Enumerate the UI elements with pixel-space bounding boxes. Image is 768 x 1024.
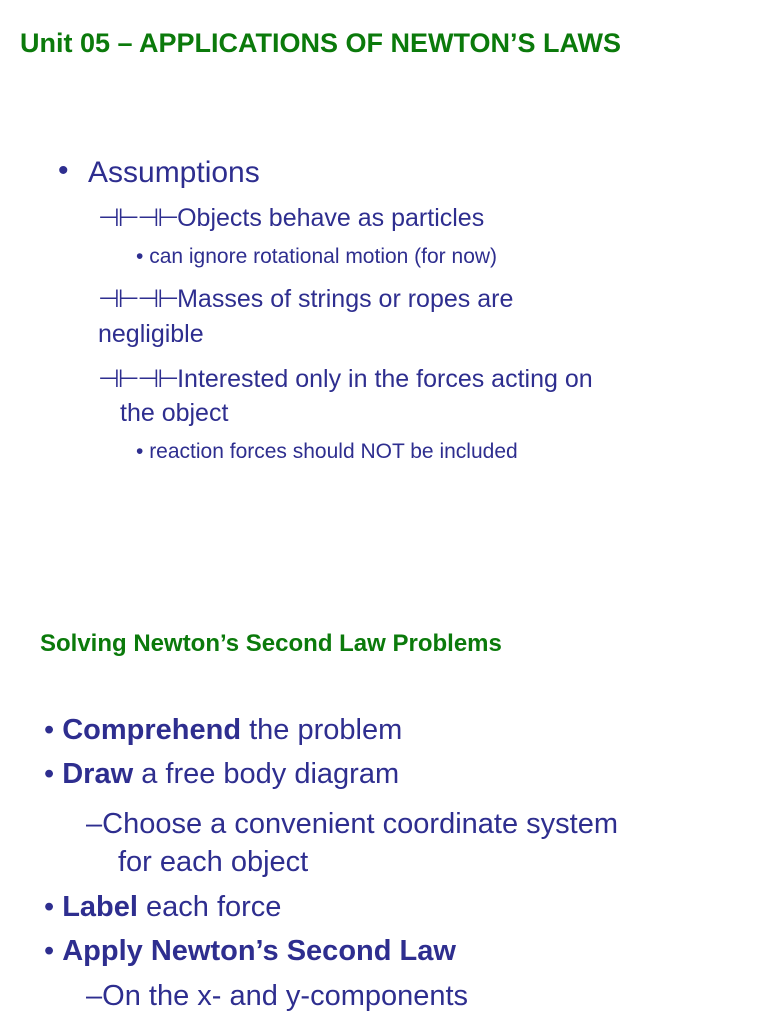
dash-marker: –	[86, 980, 103, 1012]
bullet-glyph-icon: ⊣⊢⊣⊢	[98, 204, 178, 232]
bullet-dot: •	[44, 891, 63, 923]
bullet-glyph-icon: ⊣⊢⊣⊢	[98, 365, 178, 393]
step-bold: Apply Newton’s Second Law	[62, 935, 456, 967]
slide1-title: Unit 05 – APPLICATIONS OF NEWTON’S LAWS	[20, 28, 622, 58]
bullet-dot: •	[44, 758, 63, 790]
assumption-item-forces-cont: the object	[120, 399, 229, 427]
assumption-item-particles	[98, 203, 484, 233]
step-comprehend	[44, 714, 402, 747]
step-bold: Draw	[62, 758, 134, 790]
assumptions-heading: Assumptions	[88, 156, 260, 189]
bullet-dot: •	[136, 245, 150, 268]
slide2-title: Solving Newton’s Second Law Problems	[40, 630, 502, 657]
sub-item-text: reaction forces should NOT be included	[149, 440, 518, 463]
step-draw	[44, 758, 399, 791]
step-bold: Comprehend	[62, 714, 242, 746]
assumption-text: Objects behave as particles	[177, 204, 485, 232]
sub-item-reaction	[136, 440, 518, 464]
assumption-text: Interested only in the forces acting on	[177, 365, 593, 393]
dash-marker: –	[86, 808, 103, 840]
step-text: each force	[137, 891, 282, 923]
sub-step-text: Choose a convenient coordinate system	[102, 808, 618, 840]
sub-item-text: can ignore rotational motion (for now)	[149, 245, 498, 268]
bullet-dot: •	[44, 714, 63, 746]
step-label	[44, 891, 281, 924]
bullet-dot: •	[58, 154, 69, 187]
step-text: the problem	[241, 714, 403, 746]
assumption-item-forces	[98, 364, 593, 394]
assumption-text: Masses of strings or ropes are	[177, 285, 514, 313]
step-draw-sub-cont: for each object	[118, 846, 309, 878]
bullet-glyph-icon: ⊣⊢⊣⊢	[98, 285, 178, 313]
sub-step-text: On the x- and y-components	[102, 980, 469, 1012]
assumption-item-masses-cont: negligible	[98, 320, 204, 348]
step-text: a free body diagram	[133, 758, 400, 790]
sub-item-rotational	[136, 245, 497, 269]
step-draw-sub	[86, 808, 618, 841]
bullet-dot: •	[44, 935, 63, 967]
step-apply-sub	[86, 980, 468, 1013]
step-apply	[44, 935, 456, 968]
step-bold: Label	[62, 891, 138, 923]
assumption-item-masses	[98, 284, 513, 314]
bullet-dot: •	[136, 440, 150, 463]
